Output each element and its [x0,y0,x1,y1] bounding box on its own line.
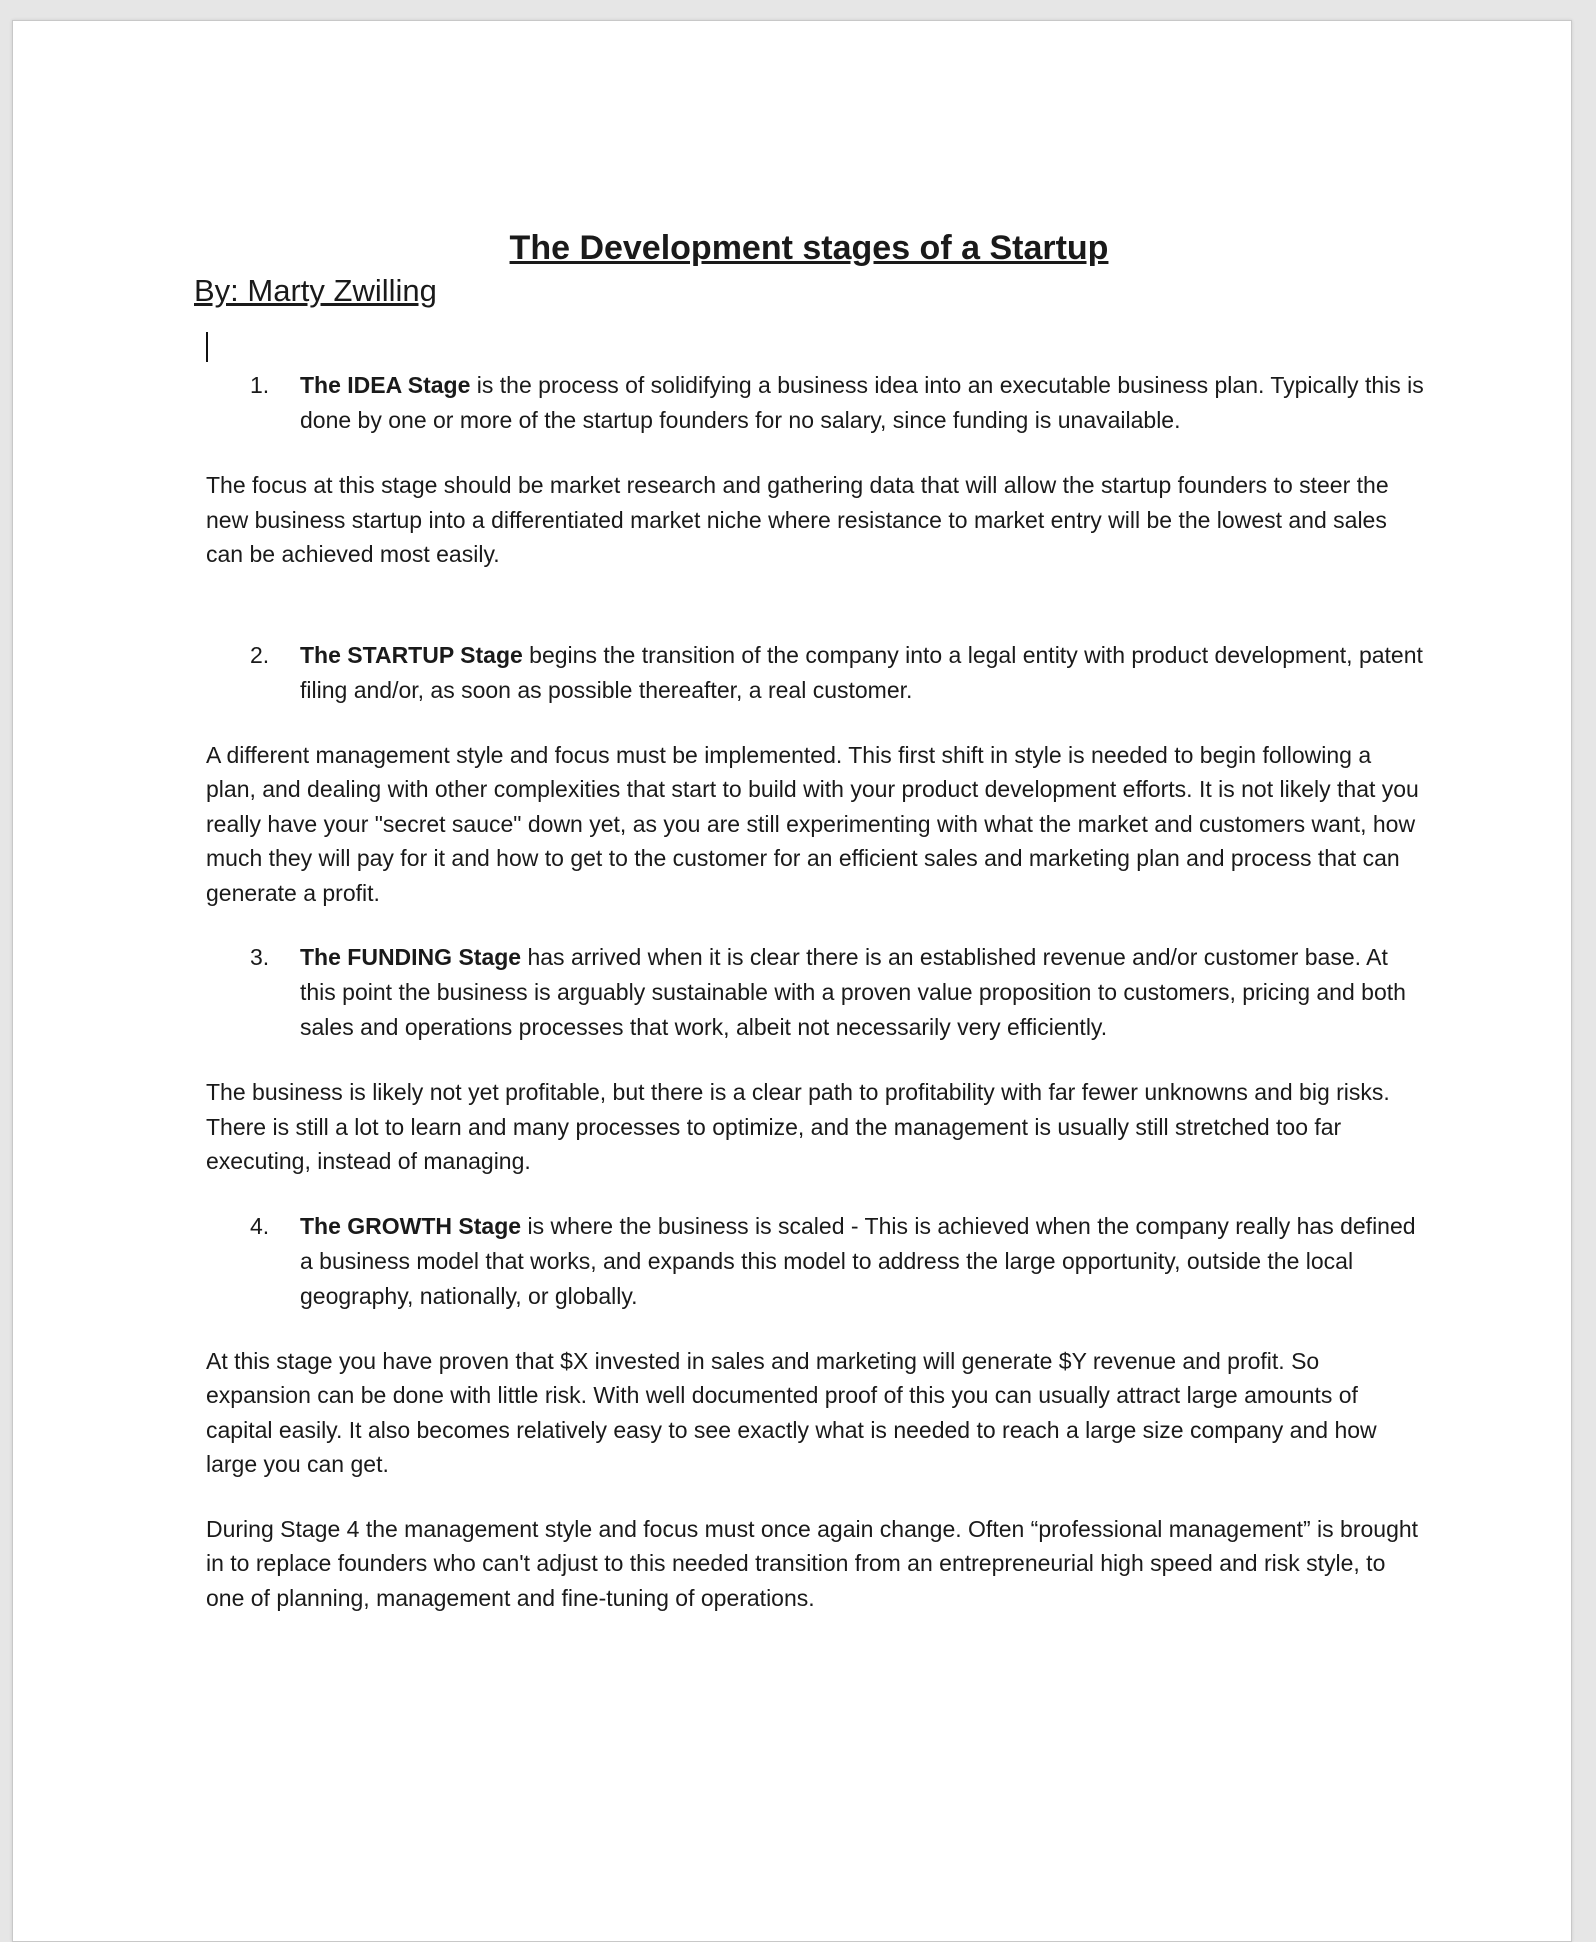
list-item [250,1209,1424,1314]
list-heading: The GROWTH Stage [300,1212,522,1239]
body-paragraph: The focus at this stage should be market research and gathering data that will allow the startup founders to steer the new business startup into a differentiated market niche where resistance to market entry will be the lowest and sales can be achieved most easily. [206,472,1389,567]
spacer [194,572,1424,638]
document-title [194,225,1424,271]
list-text [300,940,1424,1045]
spacer [194,438,1424,468]
list-text [300,368,1424,438]
document-title-text: The Development stages of a Startup [509,229,1109,267]
document-author: By: Marty Zwilling [194,273,437,308]
spacer [194,1179,1424,1209]
list-item [250,940,1424,1045]
body-paragraph: During Stage 4 the management style and focus must once again change. Often “professional management” is brought in to replace founders who can't adjust to this needed transition from an entrepreneurial high speed and risk style, to one of planning, management and fine-tuning of operations. [206,1515,1419,1611]
list-number: 1. [250,372,270,398]
spacer [194,708,1424,738]
body-paragraph: At this stage you have proven that $X invested in sales and marketing will generate $Y revenue and profit. So expansion can be done with little risk. With well documented proof of this you can usually attract large amounts of capital easily. It also becomes relatively easy to see exactly what is needed to reach a large size company and how large you can get. [206,1347,1377,1477]
list-text [300,1209,1424,1314]
spacer [194,1482,1424,1512]
list-body: has arrived when it is clear there is an established revenue and/or customer base. At this point the business is arguably sustainable with a proven value proposition to customers, pricing and both sales and operations processes that work, albeit not necessarily very efficiently. [300,944,1406,1040]
spacer [194,1045,1424,1075]
document-page[interactable] [12,20,1572,1942]
list-heading: The FUNDING Stage [300,944,522,970]
list-number: 3. [250,944,270,970]
list-heading: The IDEA Stage [300,372,471,398]
list-body: is where the business is scaled - This is achieved when the company really has defined a business model that works, and expands this model to address the large opportunity, outside the local geography, nationally, or globally. [300,1212,1416,1309]
body-paragraph: The business is likely not yet profitable, but there is a clear path to profitability with far fewer unknowns and big risks. There is still a lot to learn and many processes to optimize, and the management is usually still stretched too far executing, instead of managing. [206,1079,1390,1174]
list-heading: The STARTUP Stage [300,641,523,668]
list-body: begins the transition of the company into a legal entity with product development, patent filing and/or, as soon as possible thereafter, a real customer. [300,641,1423,703]
empty-line[interactable] [194,322,1424,362]
spacer [194,910,1424,940]
list-text [300,638,1424,708]
list-item [250,368,1424,438]
list-item [250,638,1424,708]
list-number: 2. [250,641,270,668]
list-body: is the process of solidifying a business idea into an executable business plan. Typically this is done by one or more of the startup founders for no salary, since funding is unavailable. [300,372,1424,433]
spacer [194,1314,1424,1344]
document-body[interactable] [194,205,1424,1615]
body-paragraph: A different management style and focus must be implemented. This first shift in style is needed to begin following a plan, and dealing with other complexities that start to build with your product development efforts. It is not likely that you really have your "secret sauce" down yet, as you are still experimenting with what the market and customers want, how much they will pay for it and how to get to the customer for an efficient sales and marketing plan and process that can generate a profit. [206,741,1419,906]
list-number: 4. [250,1212,270,1239]
text-cursor [206,332,208,362]
